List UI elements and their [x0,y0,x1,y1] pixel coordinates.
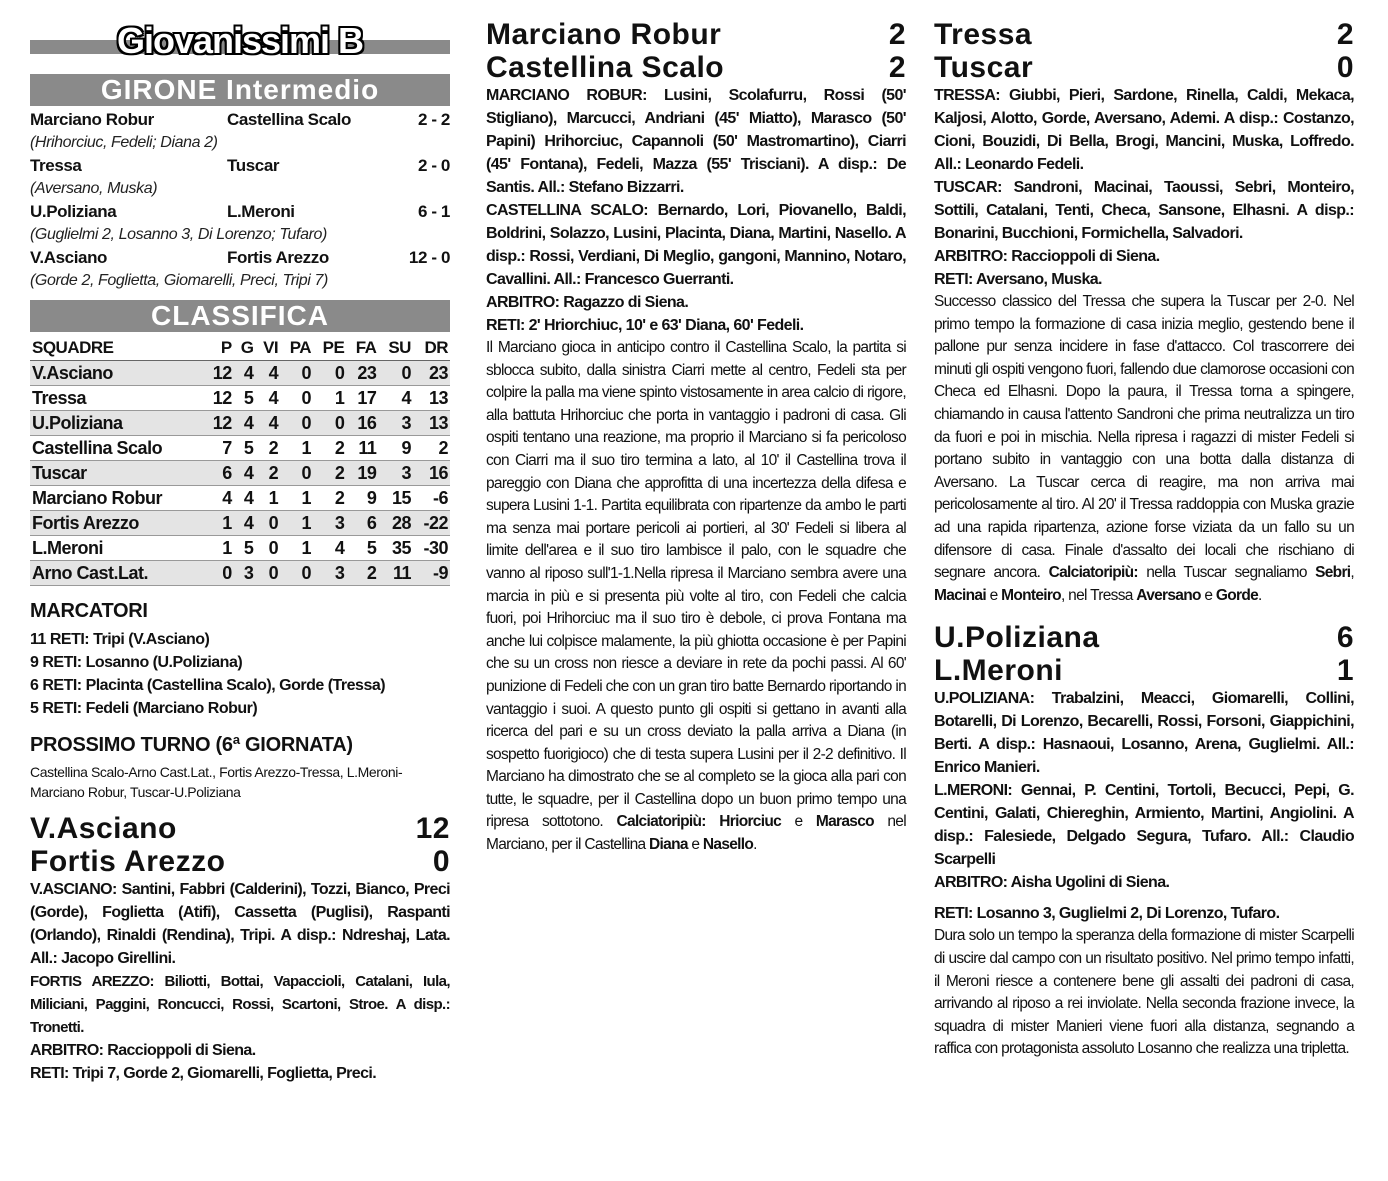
stat-cell: 4 [255,361,280,386]
stat-cell: 13 [413,386,450,411]
player-highlight: Marasco [815,813,874,831]
stat-cell: 1 [280,436,313,461]
arbitro: ARBITRO: Raccioppoli di Siena. [30,1042,256,1059]
article-text: , nel Tressa [1060,586,1137,604]
home-team: Marciano Robur [30,110,154,129]
middle-column [486,18,906,857]
player-highlight: Monteiro [1001,586,1061,604]
away-team: Fortis Arezzo [30,845,226,878]
away-team: Castellina Scalo [486,51,725,84]
match-away-line [934,654,1354,687]
prossimo-title: PROSSIMO TURNO (6ª GIORNATA) [30,734,353,756]
player-highlight: Gorde [1215,586,1259,604]
article-text: e [781,813,816,831]
team-name: Arno Cast.Lat. [30,561,204,586]
away-score: 2 [888,51,906,84]
col-header: P [204,336,234,361]
page-title: Giovanissimi B [116,20,364,61]
home-score: 6 [1336,621,1354,655]
home-lineup: V.ASCIANO: Santini, Fabbri (Calderini), Tozzi, Bianco, Preci (Gorde), Foglietta (Atifi), Cassetta (Puglisi), Raspanti (Orlando), Rinaldi (Rendina), Tripi. A disp.: Ndreshaj, Lata. All.: Jacopo Girellini. [30,881,450,967]
player-highlight: Macinai [934,586,986,604]
standings-body [30,361,450,586]
calciatori-label: Calciatoripiù: [616,813,706,831]
stat-cell: 28 [378,511,413,536]
stat-cell: 19 [346,461,378,486]
stat-cell: 3 [378,461,413,486]
home-team: U.Poliziana [30,202,117,221]
col-header: FA [346,336,378,361]
stat-cell: 2 [313,436,346,461]
section-header [30,18,450,68]
stat-cell: 9 [378,436,413,461]
away-lineup: L.MERONI: Gennai, P. Centini, Tortoli, Becucci, Pepi, G. Centini, Galati, Chiereghin, Armiento, Martini, Angiolini. A disp.: Falesiede, Delgado Segura, Tufaro. All.: Claudio Scarpelli [934,782,1354,869]
away-team: Castellina Scalo [227,110,351,129]
stat-cell: 4 [255,411,280,436]
stat-cell: 12 [204,361,234,386]
stat-cell: 4 [234,486,256,511]
away-score: 1 [1336,654,1354,688]
scorers: (Aversano, Muska) [30,180,158,197]
stat-cell: 0 [280,461,313,486]
stat-cell: 0 [313,411,346,436]
right-column [934,18,1354,1061]
home-team: Tressa [30,156,82,175]
stat-cell: 1 [280,486,313,511]
stat-cell: 3 [378,411,413,436]
marcatori-line: 5 RETI: Fedeli (Marciano Robur) [30,700,258,717]
col-header: SQUADRE [30,336,204,361]
stat-cell: 16 [413,461,450,486]
away-lineup: TUSCAR: Sandroni, Macinai, Taoussi, Sebri, Monteiro, Sottili, Catalani, Tenti, Checa, Sansone, Elhasni. A disp.: Bonarini, Bucchioni, Formichella, Salvadori. [934,179,1354,242]
col-header: SU [378,336,413,361]
stat-cell: 2 [255,436,280,461]
score: 2 - 0 [417,156,450,175]
reti: RETI: 2' Hriorchiuc, 10' e 63' Diana, 60' Fedeli. [486,317,804,334]
stat-cell: -9 [413,561,450,586]
stat-cell: 4 [255,386,280,411]
stat-cell: 0 [280,561,313,586]
arbitro: ARBITRO: Raccioppoli di Siena. [934,248,1160,265]
home-team: V.Asciano [30,812,177,845]
col-header: G [234,336,256,361]
match-article: Dura solo un tempo la speranza della formazione di mister Scarpelli di uscire dal campo con un risultato positivo. Nel primo tempo infatti, il Meroni riesce a contenere bene gli assalti dei padroni di casa, arrivando al riposo a rei inviolate. Nella seconda frazione invece, la squadra di mister Manieri viene fuori alla distanza, segnando a raffica con protagonista assoluto Losanno che realizza una tripletta. [934,927,1354,1058]
stat-cell: 0 [313,361,346,386]
away-score: 0 [432,845,450,878]
stat-cell: 1 [280,511,313,536]
article-text: e [687,836,703,854]
scorers: (Hrihorciuc, Fedeli; Diana 2) [30,134,218,151]
arbitro: ARBITRO: Aisha Ugolini di Siena. [934,874,1170,892]
stat-cell: 0 [255,536,280,561]
article-body: Il Marciano gioca in anticipo contro il Castellina Scalo, la partita si sblocca subito, dalla sinistra Ciarri mette al centro, Fedeli sta per colpire la palla ma viene spinto vistosamente in area calcio di rigore, alla battuta Hrihorciuc che porta in vantaggio i padroni di casa. Gli ospiti tentano una reazione, ma proprio il Marciano si fa pericoloso con Ciarri ma il suo tiro termina a lato, al 10' il Castellina trova il pareggio con Diana che approfitta di una incertezza della difesa e supera Lusini 1-1. Partita equilibrata con ripartenze da ambo le parti ma senza mai portare pericoli ai portieri, al 30' Fedeli si libera al limite dell'area e il suo tiro lambisce il palo, con le squadre che vanno al riposo sull'1-1.Nella ripresa il Marciano sembra avere una marcia in più e si presenta più volte al tiro, con Fedeli che calcia fuori, poi Hrihorciuc ma il suo tiro è debole, ci prova Fontana ma anche lui colpisce malamente, la più ghiotta occasione è per Papini che su un cross non riesce a deviare in rete da pochi passi. Al 60' punizione di Fedeli che con un gran tiro batte Bernardo riportando in vantaggio i suoi. A questo punto gli ospiti si gettano in avanti alla ricerca del pari e su un cross deviato la palla arriva a Diana (in sospetto fuorigioco) che di testa supera Lusini per il 2-2 definitivo. Il Marciano ha dimostrato che se al completo se la gioca alla pari con tutte, le squadre, per il Castellina dopo un buon primo tempo una ripresa sottotono. [486,339,906,831]
score: 2 - 2 [417,110,450,129]
match-article [934,291,1354,607]
result-row [30,246,450,269]
standings-row [30,536,450,561]
stat-cell: 5 [234,536,256,561]
score: 6 - 1 [417,202,450,221]
standings-row [30,411,450,436]
calciatori-label: Calciatoripiù: [1048,564,1138,582]
team-name: V.Asciano [30,361,204,386]
home-lineup: TRESSA: Giubbi, Pieri, Sardone, Rinella, Caldi, Mekaca, Kaljosi, Alotto, Gorde, Aversano, Ademi. A disp.: Costanzo, Cioni, Bouzidi, Di Bella, Brogi, Mancini, Muska, Loffredo. All.: Leonardo Fedeli. [934,87,1354,173]
stat-cell: 23 [413,361,450,386]
stat-cell: 13 [413,411,450,436]
article-body: Successo classico del Tressa che supera la Tuscar per 2-0. Nel primo tempo la formazione di casa inizia meglio, gestendo bene il pallone pur senza incidere in fase d'attacco. Col trascorrere dei minuti gli ospiti vengono fuori, fallendo due clamorose occasioni con Checa ed Elhasni. Dopo la paura, il Tressa torna a spingere, chiamando in causa l'attento Sandroni che prima neutralizza un tiro da fuori e poi in mischia. Nella ripresa i ragazzi di mister Fedeli si portano subito in vantaggio con una botta dalla distanza di Aversano. La Tuscar cerca di reagire, ma non arriva mai pericolosamente al tiro. Al 20' il Tressa raddoppia con Muska grazie ad una rapida ripartenza, azione forse viziata da un fallo su un difensore di casa. Finale d'assalto dei locali che rischiano di segnare ancora. [934,293,1354,582]
player-highlight: Diana [649,836,688,854]
scorers: (Gorde 2, Foglietta, Giomarelli, Preci, Tripi 7) [30,272,328,289]
team-name: Tuscar [30,461,204,486]
stat-cell: 1 [204,511,234,536]
article-text: e [1200,586,1216,604]
article-text: , [1350,564,1354,582]
stat-cell: 11 [346,436,378,461]
standings-row [30,511,450,536]
match-away-line [934,51,1354,84]
article-text: . [753,836,757,854]
stat-cell: 3 [234,561,256,586]
stat-cell: 4 [204,486,234,511]
away-team: L.Meroni [227,202,295,221]
away-team: Tuscar [227,156,280,175]
stat-cell: 1 [204,536,234,561]
team-name: L.Meroni [30,536,204,561]
player-highlight: Aversano [1136,586,1201,604]
home-team: Tressa [934,18,1033,51]
stat-cell: 7 [204,436,234,461]
team-name: Tressa [30,386,204,411]
stat-cell: 3 [313,511,346,536]
stat-cell: 4 [234,361,256,386]
stat-cell: 23 [346,361,378,386]
marcatori-line: 6 RETI: Placinta (Castellina Scalo), Gorde (Tressa) [30,677,386,694]
stat-cell: 4 [234,461,256,486]
standings-row [30,361,450,386]
stat-cell: 1 [255,486,280,511]
stat-cell: 15 [378,486,413,511]
home-score: 2 [1336,18,1354,51]
reti: RETI: Aversano, Muska. [934,271,1102,288]
marcatori-line: 9 RETI: Losanno (U.Poliziana) [30,654,243,671]
stat-cell: 2 [413,436,450,461]
team-name: Fortis Arezzo [30,511,204,536]
away-score: 0 [1336,51,1354,84]
arbitro: ARBITRO: Ragazzo di Siena. [486,294,689,311]
away-lineup: FORTIS AREZZO: Biliotti, Bottai, Vapaccioli, Catalani, Iula, Miliciani, Paggini, Roncucci, Rossi, Scartoni, Stroe. A disp.: Tronetti. [30,973,450,1036]
marcatori-title: MARCATORI [30,600,148,622]
player-highlight: Hriorciuc [719,813,782,831]
reti: RETI: Tripi 7, Gorde 2, Giomarelli, Foglietta, Preci. [30,1065,377,1082]
standings-row [30,386,450,411]
stat-cell: 5 [346,536,378,561]
match-away-line [486,51,906,84]
prossimo-text: Castellina Scalo-Arno Cast.Lat., Fortis Arezzo-Tressa, L.Meroni-Marciano Robur, Tuscar-U.Poliziana [30,764,403,800]
result-row [30,200,450,223]
article-text: nel Marciano, per il Castellina [486,813,906,854]
match-home-line [934,621,1354,654]
player-highlight: Nasello [702,836,754,854]
stat-cell: 0 [204,561,234,586]
stat-cell: 11 [378,561,413,586]
home-team: V.Asciano [30,248,108,267]
stat-cell: 12 [204,386,234,411]
away-team: Tuscar [934,51,1034,84]
home-score: 12 [415,812,450,845]
team-name: Castellina Scalo [30,436,204,461]
match-home-line [934,18,1354,51]
stat-cell: -30 [413,536,450,561]
stat-cell: -6 [413,486,450,511]
home-score: 2 [888,18,906,51]
stat-cell: 4 [234,411,256,436]
result-row [30,154,450,177]
home-team: Marciano Robur [486,18,722,51]
article-text: e [985,586,1002,604]
stat-cell: 4 [378,386,413,411]
stat-cell: 5 [234,436,256,461]
classifica-band: CLASSIFICA [30,300,450,332]
stat-cell: -22 [413,511,450,536]
stat-cell: 3 [313,561,346,586]
match-away-line [30,845,450,878]
stat-cell: 6 [204,461,234,486]
stat-cell: 4 [234,511,256,536]
standings-header-row [30,336,450,361]
away-team: L.Meroni [934,654,1063,688]
away-team: Fortis Arezzo [227,248,329,267]
stat-cell: 12 [204,411,234,436]
result-row [30,108,450,131]
col-header: VI [255,336,280,361]
team-name: Marciano Robur [30,486,204,511]
home-team: U.Poliziana [934,621,1100,655]
match-article [486,337,906,857]
stat-cell: 16 [346,411,378,436]
stat-cell: 5 [234,386,256,411]
article-text: nella Tuscar segnaliamo [1137,564,1316,582]
girone-band: GIRONE Intermedio [30,74,450,106]
stat-cell: 6 [346,511,378,536]
stat-cell: 0 [378,361,413,386]
stat-cell: 4 [313,536,346,561]
standings-row [30,461,450,486]
stat-cell: 17 [346,386,378,411]
col-header: PA [280,336,313,361]
stat-cell: 35 [378,536,413,561]
stat-cell: 1 [280,536,313,561]
stat-cell: 2 [346,561,378,586]
marcatori-line: 11 RETI: Tripi (V.Asciano) [30,631,210,648]
home-lineup: U.POLIZIANA: Trabalzini, Meacci, Giomarelli, Collini, Botarelli, Di Lorenzo, Becarelli, Rossi, Forsoni, Giappichini, Berti. A disp.: Hasnaoui, Losanno, Arena, Guglielmi. All.: Enrico Manieri. [934,690,1354,777]
standings-table [30,336,450,586]
match-home-line [486,18,906,51]
stat-cell: 0 [255,561,280,586]
stat-cell: 1 [313,386,346,411]
standings-row [30,436,450,461]
stat-cell: 0 [280,411,313,436]
team-name: U.Poliziana [30,411,204,436]
home-lineup: MARCIANO ROBUR: Lusini, Scolafurru, Rossi (50' Stiglianо), Marcucci, Andriani (45' Miatto), Marasco (50' Papini) Hrihorciuc, Capannoli (50' Mastromartino), Ciarri (45' Fontana), Fedeli, Mazza (55' Trisciani). A disp.: De Santis. All.: Stefano Bizzarri. [486,87,906,196]
stat-cell: 2 [313,461,346,486]
score: 12 - 0 [408,248,450,267]
standings-row [30,561,450,586]
results-list [30,108,450,292]
article-text: . [1258,586,1262,604]
stat-cell: 0 [280,386,313,411]
stat-cell: 9 [346,486,378,511]
stat-cell: 2 [255,461,280,486]
stat-cell: 2 [313,486,346,511]
scorers: (Guglielmi 2, Losanno 3, Di Lorenzo; Tufaro) [30,226,327,243]
player-highlight: Sebri [1315,564,1351,582]
reti: RETI: Losanno 3, Guglielmi 2, Di Lorenzo, Tufaro. [934,905,1280,923]
away-lineup: CASTELLINA SCALO: Bernardo, Lori, Piovanello, Baldi, Boldrini, Solazzo, Lusini, Placinta, Diana, Martini, Nasello. A disp.: Rossi, Verdiani, Di Meglio, gangoni, Mannino, Notaro, Cavallini. All.: Francesco Guerranti. [486,202,906,288]
stat-cell: 0 [255,511,280,536]
col-header: PE [313,336,346,361]
left-column [30,18,450,1085]
col-header: DR [413,336,450,361]
match-home-line [30,812,450,845]
stat-cell: 0 [280,361,313,386]
standings-row [30,486,450,511]
